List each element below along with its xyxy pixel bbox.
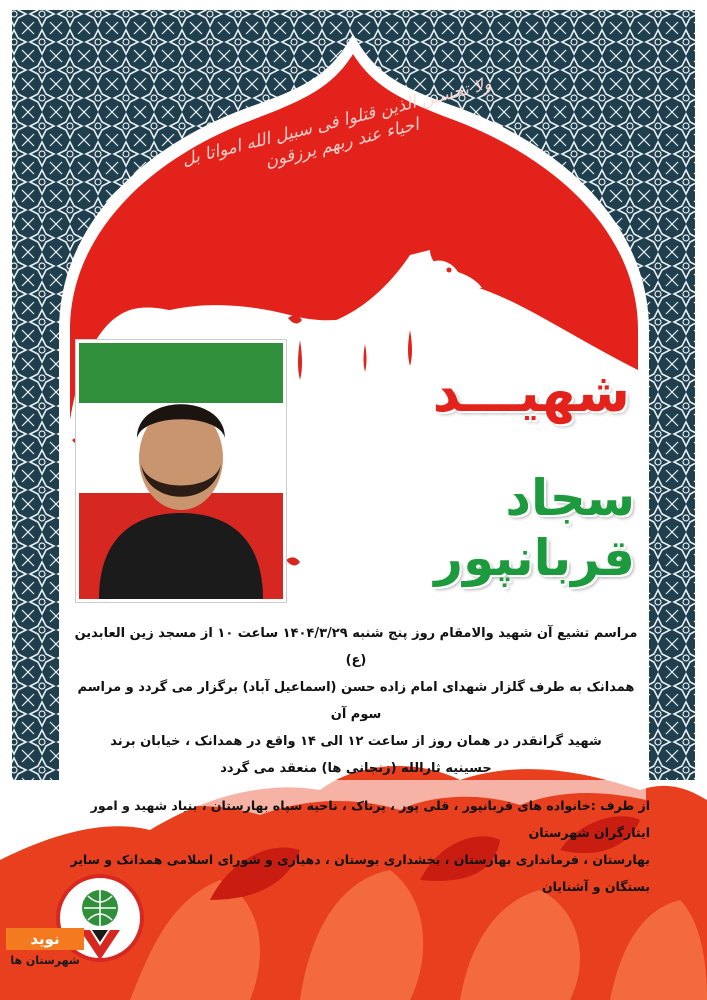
brand-name: نوید — [6, 928, 84, 950]
brand-watermark — [6, 928, 84, 980]
announcement-line: شهید گرانقدر در همان روز از ساعت ۱۲ الی ۱۴ واقع در همدانک ، خیابان برند — [110, 734, 602, 749]
sender-line: از طرف :خانواده های قربانپور ، قلی پور ، پرناک ، ناحیه سپاه بهارستان ، بنیاد شهید و امور ایثارگران شهرستان — [90, 798, 650, 840]
announcement-line: حسینیه ثارالله (زنجانی ها) منعقد می گردد — [220, 761, 492, 776]
martyr-name: سجاد قربانپور — [434, 469, 635, 587]
brand-subtitle: شهرستان ها — [10, 954, 80, 967]
announcement-line: همدانک به طرف گلزار شهدای امام زاده حسن (اسماعیل آباد) برگزار می گردد و مراسم سوم آن — [77, 680, 635, 722]
sender-line: بهارستان ، فرمانداری بهارستان ، بخشداری بوستان ، دهیاری و شورای اسلامی همدانک و سایر بستگان و آشنایان — [70, 852, 650, 894]
martyr-photo — [76, 340, 286, 602]
martyr-title: شهیـــد — [432, 361, 630, 424]
quran-verse: ولا تحسبن الذین قتلوا فی سبیل الله امواتا بل احیاء عند ربهم یرزقون — [180, 73, 494, 173]
announcement-text — [66, 620, 646, 782]
announcement-line: مراسم تشیع آن شهید والامقام روز پنج شنبه ۱۴۰۴/۳/۲۹ ساعت ۱۰ از مسجد زین العابدین (ع) — [74, 626, 638, 668]
